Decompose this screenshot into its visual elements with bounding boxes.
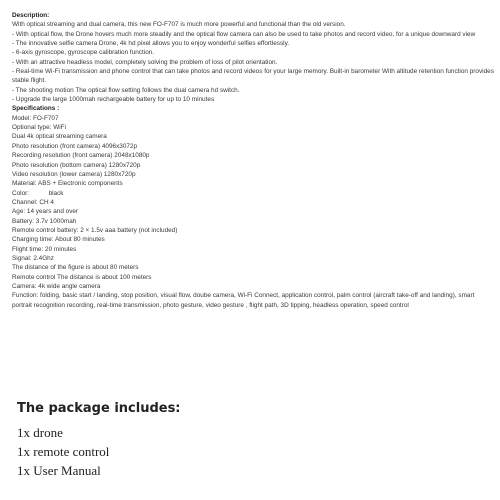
spec-line: Photo resolution (bottom camera) 1280x720p: [12, 161, 141, 169]
description-line: - Upgrade the large 1000mah rechargeable battery for up to 10 minutes: [12, 96, 215, 104]
spec-line: Photo resolution (front camera) 4096x3072p: [12, 142, 138, 150]
spec-line: Flight time: 20 minutes: [12, 245, 77, 253]
spec-line: Color: black: [12, 189, 64, 197]
package-item: 1x remote control: [17, 444, 110, 459]
spec-line: Channel: CH 4: [12, 198, 54, 206]
spec-line: Video resolution (lower camera) 1280x720p: [12, 170, 136, 178]
description-line: - Real-time Wi-Fi transmission and phone control that can take photos and record videos for your large memory. Built-in barometer With altitude retention function provides stable flight.: [12, 68, 494, 85]
spec-line: Model: FO-F707: [12, 114, 59, 122]
spec-line: Charging time: About 80 minutes: [12, 236, 105, 244]
description-line: - The innovative selfie camera Drone, 4k hd pixel allows you to enjoy wonderful selfies effortlessly.: [12, 40, 290, 48]
spec-line: Remote control The distance is about 100 meters: [12, 273, 152, 281]
spec-line: Remote control battery: 2 × 1.5v aaa battery (not included): [12, 226, 178, 234]
description-line: With optical streaming and dual camera, this new FO-F707 is much more powerful and functional than the old version.: [12, 21, 346, 29]
package-item: 1x drone: [17, 425, 63, 440]
spec-line: Signal: 2.4Ghz: [12, 254, 54, 262]
spec-line: Battery: 3.7v 1000mah: [12, 217, 77, 225]
description-line: - The shooting motion The optical flow setting follows the dual camera hd switch.: [12, 86, 240, 94]
specifications-block: [12, 104, 494, 310]
spec-line: Age: 14 years and over: [12, 208, 79, 216]
description-line: - 6-axis gyroscope, gyroscope calibration function.: [12, 49, 155, 57]
spec-line: Dual 4k optical streaming camera: [12, 133, 107, 141]
spec-line: Material: ABS + Electronic components: [12, 180, 123, 188]
spec-line: Camera: 4k wide angle camera: [12, 282, 101, 290]
spec-line: Function: folding, basic start / landing, stop position, visual flow, doube camera, Wi-Fi Connect, application control, palm control (aircraft take-off and landing), smart portrait recognition recording, real-time transmission, photo gesture, video gesture , flight path, 3D tipping, headless operation, speed control: [12, 292, 475, 309]
specifications-heading: Specifications :: [12, 105, 60, 113]
package-title: The package includes:: [17, 401, 181, 416]
description-line: - With an attractive headless model, completely solving the problem of loss of pilot orientation.: [12, 58, 278, 66]
description-block: [12, 11, 494, 310]
package-item: 1x User Manual: [17, 463, 101, 478]
spec-line: Recording resolution (front camera) 2048x1080p: [12, 152, 150, 160]
spec-line: The distance of the figure is about 80 meters: [12, 264, 139, 272]
description-heading: Description:: [12, 12, 50, 19]
description-line: - With optical flow, the Drone hovers much more steadily and the optical flow camera can also be used to take photos and record video, for a unique downward view: [12, 30, 476, 38]
package-contents: [17, 401, 487, 480]
spec-line: Optional type: WiFi: [12, 124, 66, 132]
